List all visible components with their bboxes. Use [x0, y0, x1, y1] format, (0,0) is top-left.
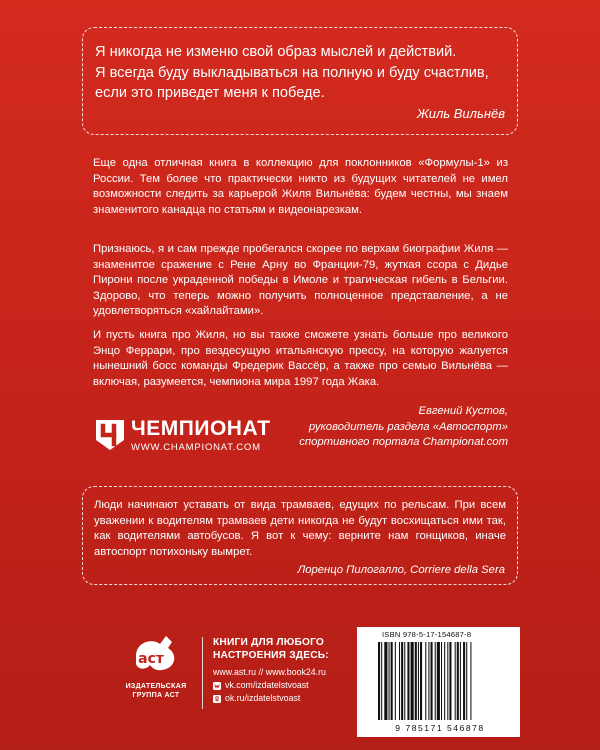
ok-icon — [213, 695, 221, 703]
signature-name: Евгений Кустов, — [418, 405, 508, 417]
barcode-bar — [449, 642, 451, 720]
barcode-bar — [395, 642, 396, 720]
top-quote-line: Я всегда буду выкладываться на полную и буду счастлив, — [95, 64, 489, 81]
barcode-bar — [401, 642, 403, 720]
publisher-site-text: www.ast.ru // www.book24.ru — [213, 667, 326, 677]
barcode-bar — [447, 642, 448, 720]
barcode-bar — [389, 642, 390, 720]
ast-caption-line: ГРУППА АСТ — [132, 692, 180, 699]
barcode-bar — [404, 642, 405, 720]
barcode-bar — [437, 642, 440, 720]
barcode-digits: 9 785171 546878 — [395, 723, 485, 733]
barcode-bar — [378, 642, 380, 720]
top-quote-text — [95, 42, 507, 104]
top-quote-line: Я никогда не изменю свой образ мыслей и действий. — [95, 44, 457, 60]
vk-icon — [213, 682, 221, 690]
barcode-bar — [381, 642, 382, 720]
second-quote-author: Лоренцо Пилогалло, Corriere della Sera — [297, 564, 505, 576]
barcode-bar — [425, 642, 426, 720]
paragraph: И пусть книга про Жиля, но вы также сможете узнать больше про великого Энцо Феррари, про вездесущую итальянскую прессу, на которую жалуется нынешний босс команды Фредерик Вассёр, а также про семью Вильнёва — включая, разумеется, чемпиона мира 1997 года Жака. — [93, 329, 508, 388]
publisher-vk-link[interactable] — [213, 679, 326, 692]
barcode-bar — [428, 642, 429, 720]
barcode-bar — [441, 642, 442, 720]
championat-title: ЧЕМПИОНАТ — [131, 417, 271, 440]
signature-role: руководитель раздела «Автоспорт» — [308, 420, 508, 433]
barcode-bar — [455, 642, 456, 720]
barcode-bar — [470, 642, 471, 720]
barcode-bar — [457, 642, 459, 720]
paragraph: Признаюсь, я и сам прежде пробегался скорее по верхам биографии Жиля — знаменитое сражение с Рене Арну во Франции-79, жуткая ссора с Дидье Пирони после украденной победы в Имоле и трагическая гибель в Бельгии. Здорово, что теперь можно получить полноценное представление, а не удовлетворяться «хайлайтами». — [93, 243, 508, 318]
barcode-bar — [391, 642, 393, 720]
barcode — [376, 642, 501, 720]
publisher-heading-line: НАСТРОЕНИЯ ЗДЕСЬ: — [213, 649, 329, 661]
barcode-bar — [466, 642, 467, 720]
barcode-bar — [399, 642, 400, 720]
ast-publisher-logo-icon — [130, 632, 182, 674]
championat-logo-icon — [94, 418, 126, 452]
signature-org: спортивного портала Championat.com — [299, 436, 508, 449]
barcode-bar — [435, 642, 436, 720]
publisher-ok-link[interactable] — [213, 692, 326, 705]
ast-caption-line: ИЗДАТЕЛЬСКАЯ — [125, 683, 187, 690]
barcode-bar — [418, 642, 419, 720]
publisher-links — [213, 666, 326, 705]
publisher-heading — [213, 637, 329, 662]
barcode-bar — [431, 642, 433, 720]
barcode-bar — [411, 642, 414, 720]
barcode-bar — [407, 642, 409, 720]
review-signature — [258, 404, 508, 451]
publisher-heading-line: КНИГИ ДЛЯ ЛЮБОГО — [213, 637, 325, 648]
championat-url: WWW.CHAMPIONAT.COM — [131, 442, 261, 453]
ast-caption — [118, 682, 194, 700]
ast-logo-text: аст — [138, 651, 164, 667]
top-quote-line: если это приведет меня к победе. — [95, 85, 325, 101]
publisher-divider — [202, 637, 203, 709]
barcode-bar — [415, 642, 417, 720]
barcode-bar — [444, 642, 445, 720]
barcode-bar — [463, 642, 465, 720]
barcode-bar — [384, 642, 387, 720]
barcode-bar — [420, 642, 422, 720]
barcode-bar — [460, 642, 461, 720]
paragraph: Еще одна отличная книга в коллекцию для поклонников «Формулы-1» из России. Тем более что практически никто из будущих читателей не имел возможности следить за карьерой Жиля Вильнёва: будем честны, мы знаем знаменитого канадца по статьям и видеонарезкам. — [93, 157, 508, 216]
top-quote-author: Жиль Вильнёв — [416, 106, 505, 121]
publisher-vk-text: vk.com/izdatelstvoast — [225, 680, 309, 690]
publisher-site-link[interactable] — [213, 666, 326, 679]
isbn-label: ISBN 978-5-17-154687-8 — [382, 630, 472, 639]
second-quote-text: Люди начинают уставать от вида трамваев, едущих по рельсам. При всем уважении к водителям трамваев дети никогда не будут восхищаться ими так, как водителями автобусов. Я вот к чему: верните нам гонщиков, иначе автоспорт потихоньку вымрет. — [94, 499, 506, 558]
publisher-ok-text: ok.ru/izdatelstvoast — [225, 693, 301, 703]
